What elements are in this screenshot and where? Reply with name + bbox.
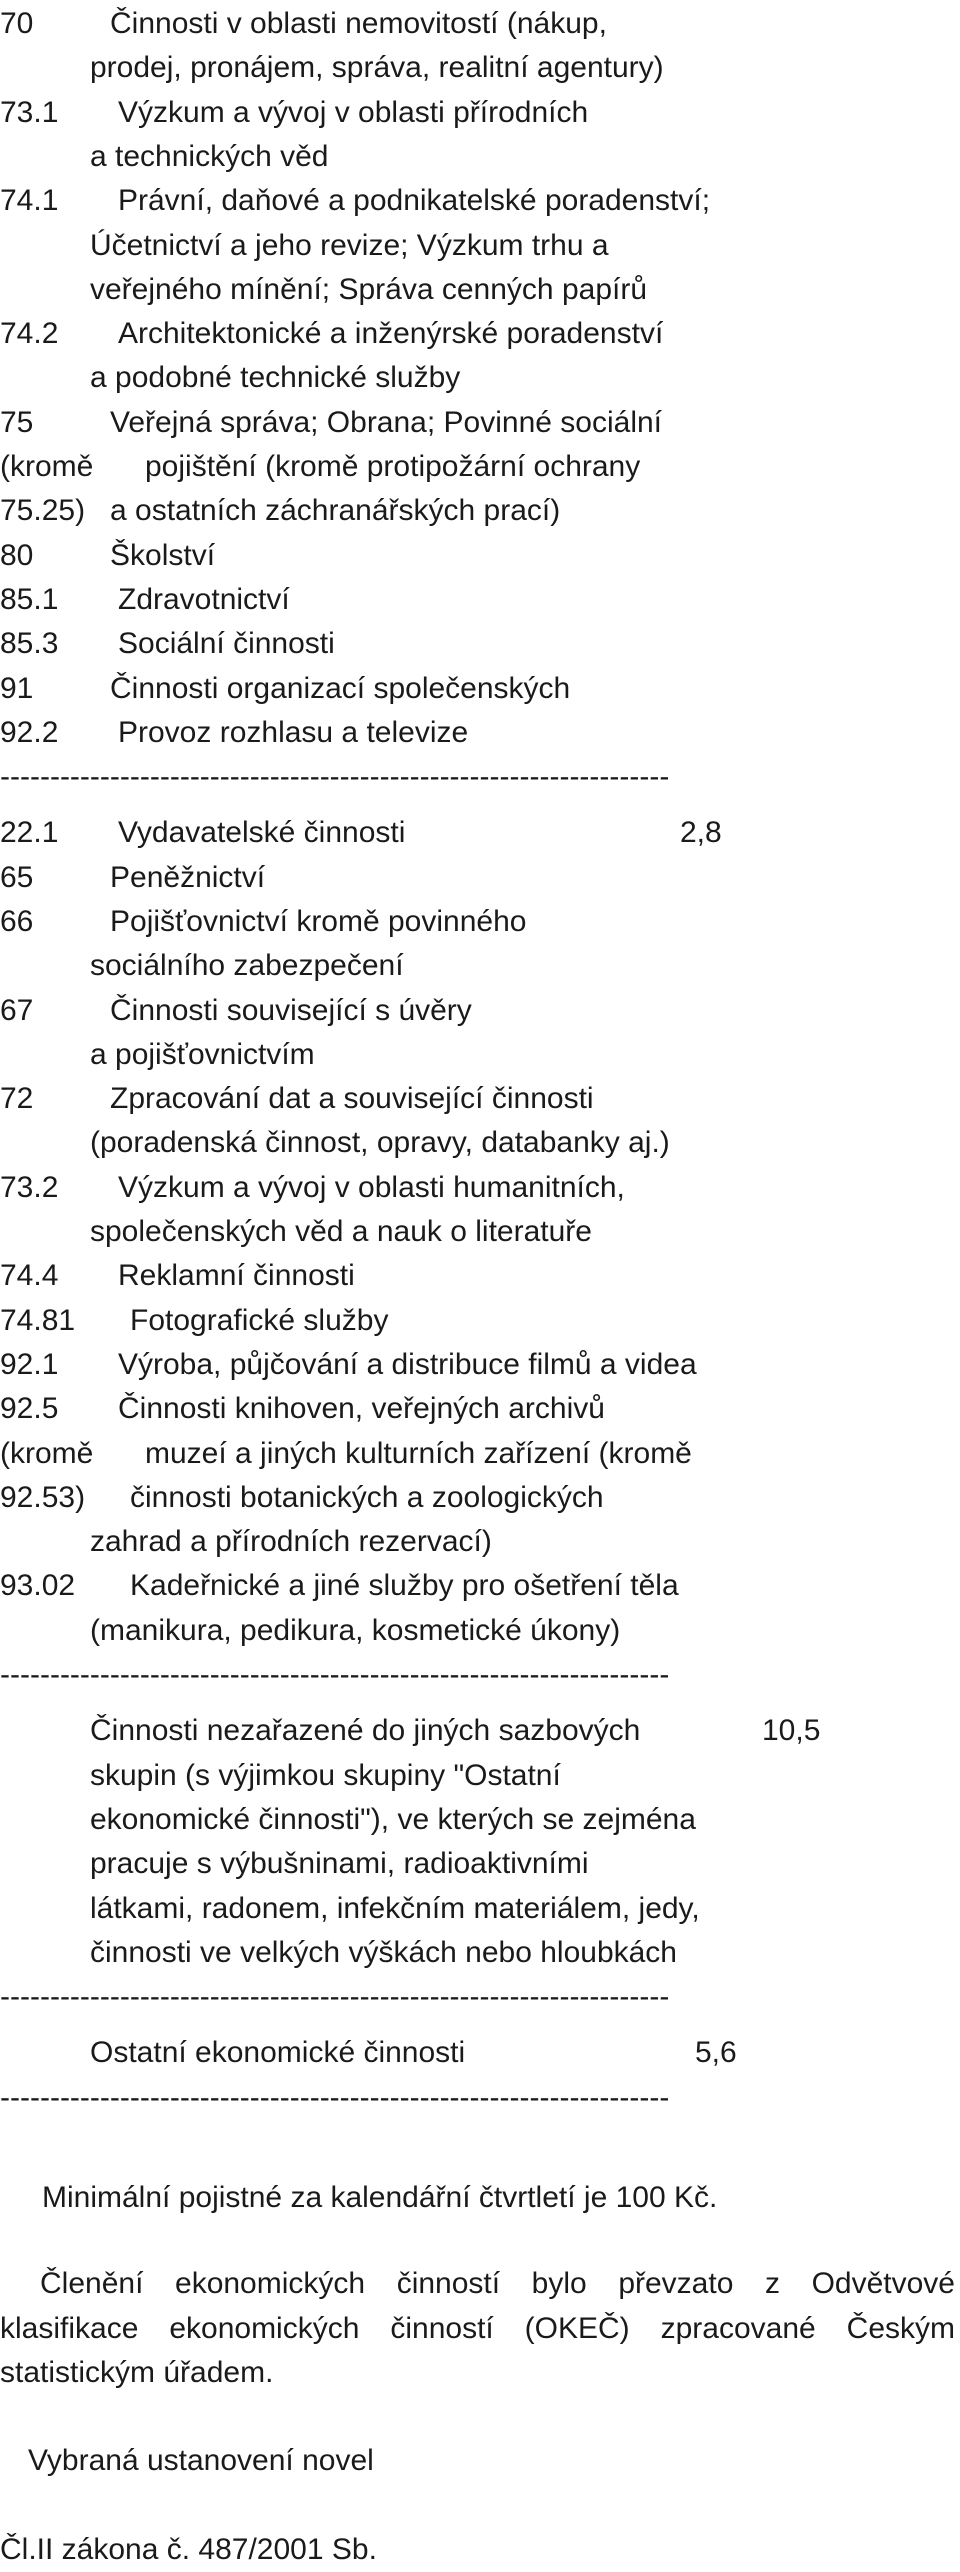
activity-description: a pojišťovnictvím	[90, 1038, 315, 1071]
activity-description: Provoz rozhlasu a televize	[118, 716, 469, 749]
activity-code: 22.1	[0, 816, 59, 849]
activity-code: 85.1	[0, 583, 59, 616]
activity-code: 66	[0, 905, 34, 938]
activity-code: 80	[0, 539, 34, 572]
law-heading: Čl.II zákona č. 487/2001 Sb.	[0, 2533, 377, 2566]
activity-code: 85.3	[0, 627, 59, 660]
activity-description: prodej, pronájem, správa, realitní agentury)	[90, 51, 664, 84]
activity-description: zahrad a přírodních rezervací)	[90, 1525, 492, 1558]
separator-line: -------------------------------------------------------------------	[0, 1980, 670, 2013]
activity-description: Ostatní ekonomické činnosti	[90, 2036, 466, 2069]
activity-description: skupin (s výjimkou skupiny "Ostatní	[90, 1759, 561, 1792]
activity-code: 92.5	[0, 1392, 59, 1425]
activity-description: látkami, radonem, infekčním materiálem, jedy,	[90, 1892, 700, 1925]
classification-paragraph-line: Členění ekonomických činností bylo převzato z Odvětvové	[40, 2267, 955, 2300]
activity-description: Architektonické a inženýrské poradenství	[118, 317, 664, 350]
activity-code: 92.2	[0, 716, 59, 749]
separator-line: -------------------------------------------------------------------	[0, 760, 670, 793]
activity-description: Činnosti nezařazené do jiných sazbových	[90, 1714, 641, 1747]
activity-description: Činnosti knihoven, veřejných archivů	[118, 1392, 605, 1425]
activity-code: 72	[0, 1082, 34, 1115]
activity-description: (manikura, pedikura, kosmetické úkony)	[90, 1614, 621, 1647]
activity-description: Školství	[110, 539, 216, 572]
activity-description: Činnosti související s úvěry	[110, 994, 472, 1027]
activity-code: 92.1	[0, 1348, 59, 1381]
activity-description: Veřejná správa; Obrana; Povinné sociální	[110, 406, 662, 439]
activity-code: 93.02	[0, 1569, 76, 1602]
activity-code: 65	[0, 861, 34, 894]
activity-description: pracuje s výbušninami, radioaktivními	[90, 1847, 589, 1880]
activity-description: pojištění (kromě protipožární ochrany	[145, 450, 641, 483]
activity-description: sociálního zabezpečení	[90, 949, 404, 982]
minimum-premium-note: Minimální pojistné za kalendářní čtvrtletí je 100 Kč.	[42, 2181, 718, 2214]
novel-heading: Vybraná ustanovení novel	[28, 2444, 374, 2477]
activity-description: Činnosti v oblasti nemovitostí (nákup,	[110, 7, 607, 40]
rate-value: 2,8	[680, 816, 722, 849]
activity-description: Zdravotnictví	[118, 583, 290, 616]
activity-description: Právní, daňové a podnikatelské poradenství;	[118, 184, 711, 217]
activity-code: 75	[0, 406, 34, 439]
activity-description: ekonomické činnosti"), ve kterých se zejména	[90, 1803, 696, 1836]
activity-description: veřejného mínění; Správa cenných papírů	[90, 273, 648, 306]
activity-code: 74.81	[0, 1304, 76, 1337]
activity-description: Kadeřnické a jiné služby pro ošetření těla	[130, 1569, 679, 1602]
activity-description: Vydavatelské činnosti	[118, 816, 406, 849]
activity-code: 74.4	[0, 1259, 59, 1292]
separator-line: -------------------------------------------------------------------	[0, 1658, 670, 1691]
activity-code: 73.2	[0, 1171, 59, 1204]
activity-description: Účetnictví a jeho revize; Výzkum trhu a	[90, 229, 609, 262]
activity-code: 74.2	[0, 317, 59, 350]
activity-code: (kromě	[0, 1437, 94, 1470]
activity-description: Fotografické služby	[130, 1304, 389, 1337]
activity-description: muzeí a jiných kulturních zařízení (kromě	[145, 1437, 692, 1470]
activity-description: činnosti botanických a zoologických	[130, 1481, 604, 1514]
classification-paragraph-line: klasifikace ekonomických činností (OKEČ) zpracované Českým	[0, 2312, 955, 2345]
activity-description: Zpracování dat a související činnosti	[110, 1082, 594, 1115]
activity-description: činnosti ve velkých výškách nebo hloubkách	[90, 1936, 677, 1969]
activity-description: (poradenská činnost, opravy, databanky aj.)	[90, 1126, 670, 1159]
activity-code: 70	[0, 7, 34, 40]
activity-description: Výzkum a vývoj v oblasti humanitních,	[118, 1171, 625, 1204]
classification-paragraph-line: statistickým úřadem.	[0, 2356, 274, 2389]
activity-description: a technických věd	[90, 140, 329, 173]
activity-code: 67	[0, 994, 34, 1027]
rate-value: 5,6	[695, 2036, 737, 2069]
activity-description: společenských věd a nauk o literatuře	[90, 1215, 592, 1248]
activity-code: 75.25)	[0, 494, 86, 527]
activity-description: Výzkum a vývoj v oblasti přírodních	[118, 96, 589, 129]
activity-code: (kromě	[0, 450, 94, 483]
activity-code: 74.1	[0, 184, 59, 217]
rate-value: 10,5	[762, 1714, 821, 1747]
separator-line: -------------------------------------------------------------------	[0, 2081, 670, 2114]
activity-description: a podobné technické služby	[90, 361, 461, 394]
activity-description: Peněžnictví	[110, 861, 266, 894]
activity-description: a ostatních záchranářských prací)	[110, 494, 561, 527]
activity-code: 73.1	[0, 96, 59, 129]
activity-code: 92.53)	[0, 1481, 86, 1514]
activity-description: Výroba, půjčování a distribuce filmů a videa	[118, 1348, 697, 1381]
activity-description: Činnosti organizací společenských	[110, 672, 571, 705]
activity-description: Reklamní činnosti	[118, 1259, 355, 1292]
activity-description: Pojišťovnictví kromě povinného	[110, 905, 527, 938]
activity-code: 91	[0, 672, 34, 705]
activity-description: Sociální činnosti	[118, 627, 335, 660]
